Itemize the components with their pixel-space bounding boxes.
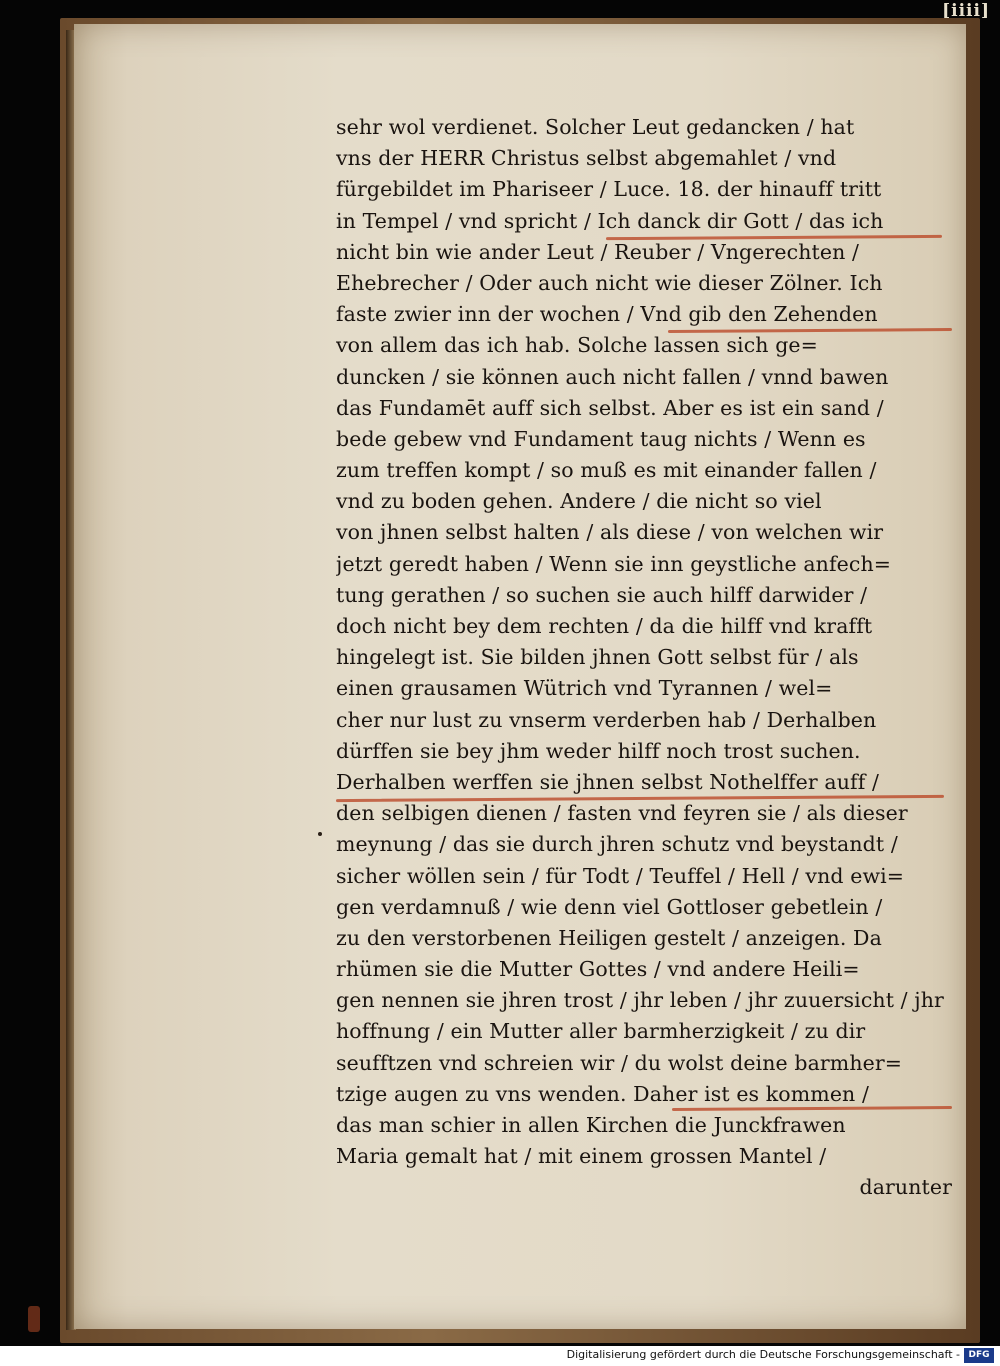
text-line: doch nicht bey dem rechten / da die hilff vnd krafft xyxy=(336,614,873,638)
text-line: cher nur lust zu vnserm verderben hab / Derhalben xyxy=(336,707,877,732)
text-line: das Fundamēt auff sich selbst. Aber es ist ein sand / xyxy=(336,395,884,420)
text-line: Maria gemalt hat / mit einem grossen Mantel / xyxy=(336,1144,827,1169)
text-line: seufftzen vnd schreien wir / du wolst deine barmher= xyxy=(336,1050,903,1075)
funding-credit: Digitalisierung gefördert durch die Deutsche Forschungsgemeinschaft - xyxy=(566,1348,960,1361)
text-line: dürffen sie bey jhm weder hilff noch trost suchen. xyxy=(336,738,861,763)
folio-number: [iiii] xyxy=(942,1,990,21)
text-line: in Tempel / vnd spricht / Ich danck dir Gott / das ich xyxy=(336,208,884,233)
text-line: Derhalben werffen sie jhnen selbst Nothelffer auff / xyxy=(336,769,880,794)
edge-stain xyxy=(28,1306,40,1332)
text-line: vnd zu boden gehen. Andere / die nicht so viel xyxy=(336,489,822,514)
footer-bar xyxy=(0,1346,1000,1366)
text-line: von jhnen selbst halten / als diese / von welchen wir xyxy=(336,520,884,545)
text-line: zum treffen kompt / so muß es mit einander fallen / xyxy=(336,458,877,483)
text-line: tung gerathen / so suchen sie auch hilff darwider / xyxy=(336,582,868,607)
dfg-logo: DFG xyxy=(964,1348,994,1363)
text-line: vns der HERR Christus selbst abgemahlet / vnd xyxy=(336,146,837,171)
text-line: sicher wöllen sein / für Todt / Teuffel / Hell / vnd ewi= xyxy=(336,863,905,888)
text-line: meynung / das sie durch jhren schutz vnd beystandt / xyxy=(336,832,898,857)
text-line: duncken / sie können auch nicht fallen / vnnd bawen xyxy=(336,364,889,389)
text-line: gen verdamnuß / wie denn viel Gottloser gebetlein / xyxy=(336,894,883,919)
text-block xyxy=(336,112,952,1204)
margin-mark xyxy=(318,832,322,836)
text-line: jetzt geredt haben / Wenn sie inn geystliche anfech= xyxy=(336,551,892,576)
text-line: hoffnung / ein Mutter aller barmherzigkeit / zu dir xyxy=(336,1019,866,1044)
text-line: das man schier in allen Kirchen die Junckfrawen xyxy=(336,1113,846,1137)
text-line: einen grausamen Wütrich vnd Tyrannen / wel= xyxy=(336,676,833,701)
text-line: bede gebew vnd Fundament taug nichts / Wenn es xyxy=(336,426,866,451)
text-line: hingelegt ist. Sie bilden jhnen Gott selbst für / als xyxy=(336,645,859,670)
text-line: zu den verstorbenen Heiligen gestelt / anzeigen. Da xyxy=(336,925,882,950)
text-line: tzige augen zu vns wenden. Daher ist es kommen / xyxy=(336,1081,869,1106)
text-line: faste zwier inn der wochen / Vnd gib den Zehenden xyxy=(336,302,878,327)
text-line: fürgebildet im Phariseer / Luce. 18. der hinauff tritt xyxy=(336,177,882,202)
text-line: Ehebrecher / Oder auch nicht wie dieser Zölner. Ich xyxy=(336,270,883,295)
catchword: darunter xyxy=(859,1175,952,1200)
text-line: den selbigen dienen / fasten vnd feyren sie / als dieser xyxy=(336,801,908,826)
text-line: sehr wol verdienet. Solcher Leut gedancken / hat xyxy=(336,115,855,139)
text-line: nicht bin wie ander Leut / Reuber / Vngerechten / xyxy=(336,239,860,264)
text-line: gen nennen sie jhren trost / jhr leben / jhr zuuersicht / jhr xyxy=(336,988,944,1013)
text-line: rhümen sie die Mutter Gottes / vnd andere Heili= xyxy=(336,957,860,982)
text-line: von allem das ich hab. Solche lassen sich ge= xyxy=(336,333,818,358)
